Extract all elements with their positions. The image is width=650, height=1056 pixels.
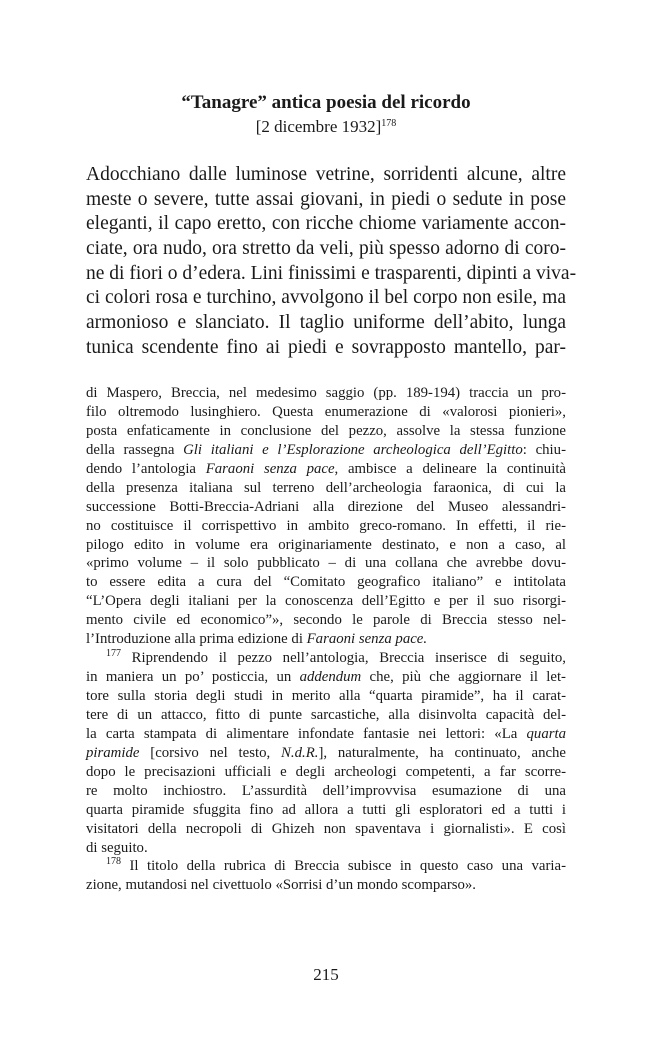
body-line: ci colori rosa e turchino, avvolgono il bel corpo non esile, ma [86,287,566,309]
footnote-line: re molto inchiostro. L’assurdità dell’improvvisa esumazione di una [86,782,566,799]
footnote-line: di Maspero, Breccia, nel medesimo saggio (pp. 189-194) traccia un pro- [86,385,566,401]
footnote-number-178: 178 [106,856,121,868]
footnote-italic-word: piramide [86,744,140,761]
footnote-line [86,725,566,744]
footnote-line: pilogo edito in volume era originariamente destinato, e non a caso, al [86,536,566,553]
body-line: armonioso e slanciato. Il taglio uniforme dell’abito, lunga [86,312,566,334]
footnote-line [86,441,566,460]
body-line: ciate, ora nudo, ora stretto da veli, più spesso adorno di coro- [86,238,566,260]
body-line: eleganti, il capo eretto, con ricche chiome variamente accon- [86,213,566,235]
footnotes-section [86,384,566,895]
body-line: Adocchiano dalle luminose vetrine, sorridenti alcune, altre [86,164,566,185]
footnote-177-first-line [86,649,566,668]
footnote-number-177: 177 [106,648,121,660]
chapter-date [86,117,566,137]
footnote-line: to essere edita a cura del “Comitato geografico italiano” e intitolata [86,574,566,591]
footnote-line: “L’Opera degli italiani per la conoscenza dell’Egitto e per il suo risorgi- [86,593,566,610]
footnote-line [86,630,566,649]
footnote-text: la carta stampata di alimentare infondate fantasie nei lettori: «La [86,725,527,742]
footnote-line [86,460,566,479]
footnote-text: Il titolo della rubrica di Breccia subisce in questo caso una varia- [121,858,566,875]
footnote-line: tore sulla storia degli studi in merito alla “quarta piramide”, ha il carat- [86,688,566,704]
footnote-italic-word: addendum [299,669,362,686]
footnote-text: [corsivo nel testo, [139,744,282,761]
footnote-line [86,668,566,687]
footnote-text: l’Introduzione alla prima edizione di [86,631,307,648]
footnote-text: che, più che aggiornare il let- [361,669,566,686]
footnote-text: Riprendendo il pezzo nell’antologia, Breccia inserisce di seguito, [121,650,566,667]
footnote-text: , ambisce a delineare la continuità [334,460,566,477]
footnote-text: dendo l’antologia [86,460,206,477]
footnote-line: mento civile ed economico”», secondo le parole di Breccia stesso nel- [86,612,566,629]
footnote-178-first-line [86,857,566,876]
footnote-text: della rassegna [86,441,184,458]
footnote-line: no costituisce il corrispettivo in ambito greco-romano. In effetti, il rie- [86,517,566,534]
footnote-line [86,744,566,763]
body-line: tunica scendente fino ai piedi e sovrapposto mantello, par- [86,336,566,358]
footnote-line: dopo le precisazioni ufficiali e degli archeologi competenti, a far scorre- [86,763,566,780]
chapter-title: “Tanagre” antica poesia del ricordo [181,92,471,113]
footnote-text: ], naturalmente, ha continuato, anche [318,744,566,761]
footnote-italic-title: Faraoni senza pace. [306,631,428,648]
footnote-text: : chiu- [522,441,566,458]
footnote-line: successione Botti-Breccia-Adriani alla direzione del Museo alessandri- [86,498,566,515]
footnote-line: posta enfaticamente in conclusione del pezzo, assolve la stessa funzione [86,422,566,439]
footnote-line: quarta piramide sfuggita fino ad allora a tutti gli esploratori ed a tutti i [86,801,566,818]
body-line: ne di fiori o d’edera. Lini finissimi e trasparenti, dipinti a viva- [86,262,577,284]
footnote-line: visitatori della necropoli di Ghizeh non spaventava i giornalisti». E così [86,820,566,837]
page-number: 215 [313,965,339,984]
footnote-line: di seguito. [86,839,148,856]
footnote-line: «primo volume – il solo pubblicato – di una collana che avrebbe dovu- [86,555,566,572]
footnote-line: della presenza italiana sul terreno dell’archeologia faraonica, di cui la [86,479,566,496]
footnote-italic-word: N.d.R. [281,744,319,761]
footnote-text: in maniera un po’ posticcia, un [86,669,300,686]
footnote-italic-title: Gli italiani e l’Esplorazione archeologica dell’Egitto [183,441,523,458]
footnote-line: tere di un attacco, fitto di punte sarcastiche, alla disinvolta capacità del- [86,706,566,723]
footnote-line: zione, mutandosi nel civettuolo «Sorrisi d’un mondo scomparso». [86,877,477,894]
footnote-ref-178[interactable]: 178 [381,118,397,129]
book-page [86,0,577,1056]
date-text: [2 dicembre 1932] [255,117,382,136]
footnote-italic-title: Faraoni senza pace [205,460,335,477]
main-body-text [86,163,577,361]
footnote-line: filo oltremodo lusinghiero. Questa enumerazione di «valorosi pionieri», [86,403,566,420]
body-line: meste o severe, tutte assai giovani, in piedi o sedute in pose [86,188,566,210]
footnote-italic-word: quarta [526,725,566,742]
